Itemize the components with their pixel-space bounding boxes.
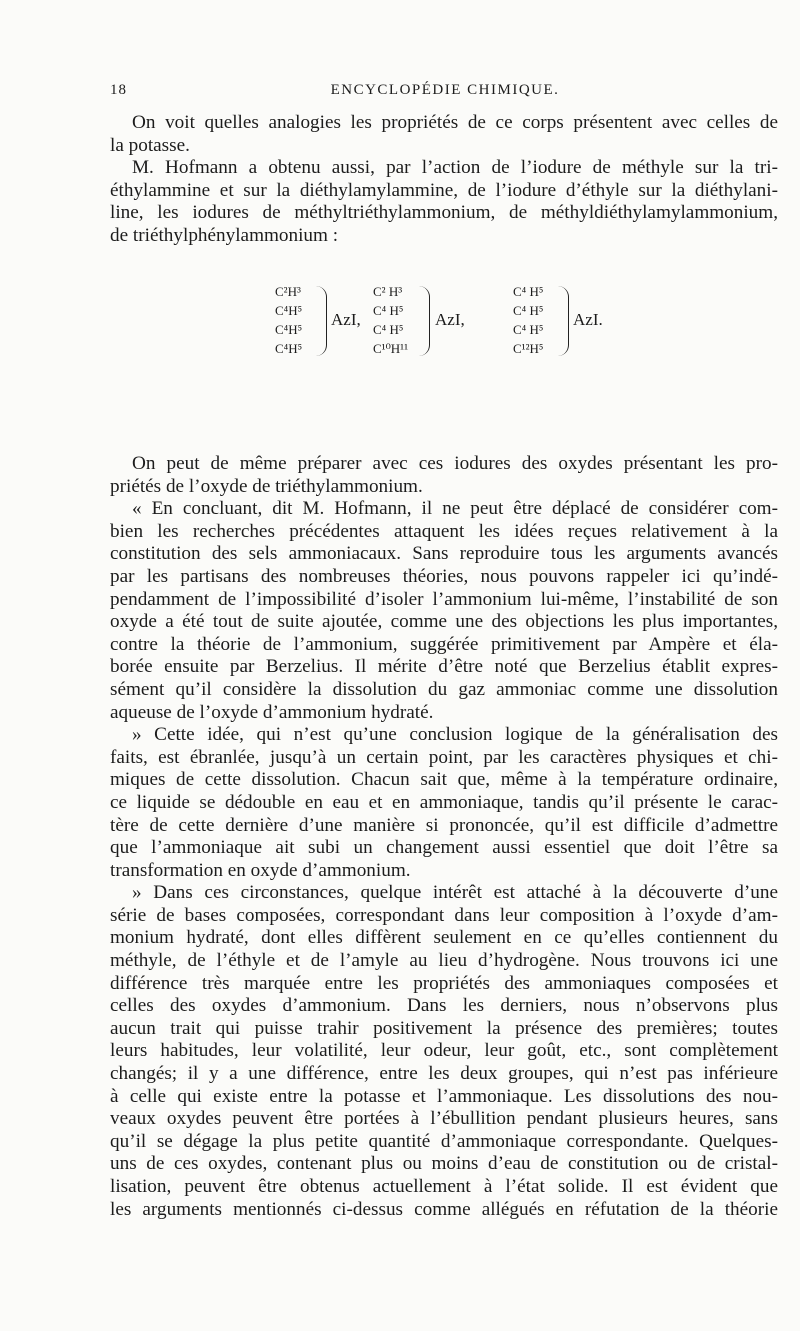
formula-radical: C⁴ H⁵	[513, 322, 544, 337]
formula-radical: C⁴ H⁵	[373, 322, 404, 337]
formula-radical: C²H³	[275, 284, 301, 299]
formula-radical: C⁴H⁵	[275, 341, 303, 356]
text-line: « En concluant, dit M. Hofmann, il ne peut être déplacé de considérer com-	[132, 498, 778, 520]
text-line: les arguments mentionnés ci-dessus comme allégués en réfutation de la théorie	[110, 1198, 778, 1220]
text-line: line, les iodures de méthyltriéthylammonium, de méthyldiéthylamylammonium,	[110, 202, 778, 224]
text-line: méthyle, de l’éthyle et de l’amyle au lieu d’hydrogène. Nous trouvons ici une	[110, 950, 778, 972]
text-line: priétés de l’oxyde de triéthylammonium.	[110, 475, 423, 497]
text-line: uns de ces oxydes, contenant plus ou moins d’eau de constitution ou de cristal-	[110, 1153, 778, 1175]
text-line: monium hydraté, dont elles diffèrent seulement en ce qu’elles contiennent du	[110, 927, 778, 949]
formula-radical: C¹²H⁵	[513, 341, 544, 356]
formula-label-2: AzI,	[435, 310, 465, 329]
formula-radical: C⁴ H⁵	[513, 303, 544, 318]
text-line: aqueuse de l’oxyde d’ammonium hydraté.	[110, 701, 434, 723]
page-number: 18	[110, 82, 127, 98]
chemical-formulas	[275, 282, 635, 400]
brace-3	[558, 286, 569, 356]
formula-label-1: AzI,	[331, 310, 361, 329]
text-line: M. Hofmann a obtenu aussi, par l’action de l’iodure de méthyle sur la tri-	[132, 157, 778, 179]
text-line: différence très marquée entre les propriétés des ammoniaques composées et	[110, 972, 778, 994]
text-line: constitution des sels ammoniacaux. Sans reproduire tous les arguments avancés	[110, 543, 778, 565]
text-line: pendamment de l’impossibilité d’isoler l’ammonium lui-même, l’instabilité de son	[110, 588, 778, 610]
text-line: transformation en oxyde d’ammonium.	[110, 859, 411, 881]
text-line: borée ensuite par Berzelius. Il mérite d’être noté que Berzelius établit expres-	[110, 656, 778, 678]
text-line: lisation, peuvent être obtenus actuellement à l’état solide. Il est évident que	[110, 1176, 778, 1197]
text-line: changés; il y a une différence, entre les deux groupes, qui n’est pas inférieure	[110, 1063, 778, 1085]
brace-2	[419, 286, 430, 356]
text-line: éthylammine et sur la diéthylamylammine, de l’iodure d’éthyle sur la diéthylani-	[110, 179, 778, 201]
formula-radical: C⁴H⁵	[275, 303, 303, 318]
text-line: la potasse.	[110, 134, 190, 156]
text-line: On peut de même préparer avec ces iodures des oxydes présentant les pro-	[132, 453, 778, 474]
text-line: par les partisans des nombreuses théories, nous pouvons rappeler ici qu’indé-	[110, 565, 778, 587]
formula-group-3	[513, 282, 543, 358]
text-line: contre la théorie de l’ammonium, suggérée primitivement par Ampère et éla-	[110, 633, 778, 655]
text-line: leurs habitudes, leur volatilité, leur odeur, leur goût, etc., sont complètement	[110, 1040, 778, 1062]
text-line: de triéthylphénylammonium :	[110, 224, 339, 246]
formula-group-2	[373, 282, 408, 358]
text-line: à celle qui existe entre la potasse et l’ammoniaque. Les dissolutions des nou-	[110, 1085, 778, 1107]
text-line: faits, est ébranlée, jusqu’à un certain point, par les caractères physiques et chi-	[110, 746, 778, 768]
text-line: qu’il se dégage la plus petite quantité d’ammoniaque correspondante. Quelques-	[110, 1130, 778, 1152]
formula-group-1	[275, 282, 302, 358]
paragraph-block-intro	[110, 112, 778, 248]
formula-radical: C¹⁰H¹¹	[373, 341, 408, 356]
text-line: ce liquide se dédouble en eau et en ammoniaque, tandis qu’il présente le carac-	[110, 791, 778, 813]
text-line: miques de cette dissolution. Chacun sait que, même à la température ordinaire,	[110, 769, 778, 791]
page-header	[110, 82, 780, 106]
formula-label-3: AzI.	[573, 310, 603, 329]
text-line: série de bases composées, correspondant dans leur composition à l’oxyde d’am-	[110, 904, 778, 926]
text-line: celles des oxydes d’ammonium. Dans les derniers, nous n’observons plus	[110, 995, 778, 1017]
text-line: sément qu’il considère la dissolution du gaz ammoniac comme une dissolution	[110, 678, 778, 700]
text-line: » Cette idée, qui n’est qu’une conclusion logique de la généralisation des	[132, 724, 778, 746]
formula-radical: C⁴H⁵	[275, 322, 303, 337]
paragraph-block-main	[110, 453, 778, 1221]
formula-radical: C⁴ H⁵	[513, 284, 544, 299]
text-line: que l’ammoniaque ait subi un changement aussi essentiel que doit l’être sa	[110, 837, 778, 859]
text-line: tère de cette dernière d’une manière si prononcée, qu’il est difficile d’admettre	[110, 814, 778, 836]
running-head: ENCYCLOPÉDIE CHIMIQUE.	[330, 82, 560, 98]
text-line: aucun trait qui puisse trahir positivement la présence des premières; toutes	[110, 1017, 778, 1039]
brace-1	[316, 286, 327, 356]
formula-radical: C⁴ H⁵	[373, 303, 404, 318]
text-line: oxyde a été tout de suite ajoutée, comme une des objections les plus importantes,	[110, 611, 778, 633]
text-line: » Dans ces circonstances, quelque intérêt est attaché à la découverte d’une	[132, 882, 778, 904]
formula-radical: C² H³	[373, 284, 403, 299]
text-line: veaux oxydes peuvent être portées à l’ébullition pendant plusieurs heures, sans	[110, 1108, 778, 1130]
text-line: bien les recherches précédentes attaquent les idées reçues relativement à la	[110, 520, 778, 542]
text-line: On voit quelles analogies les propriétés de ce corps présentent avec celles de	[132, 112, 778, 133]
